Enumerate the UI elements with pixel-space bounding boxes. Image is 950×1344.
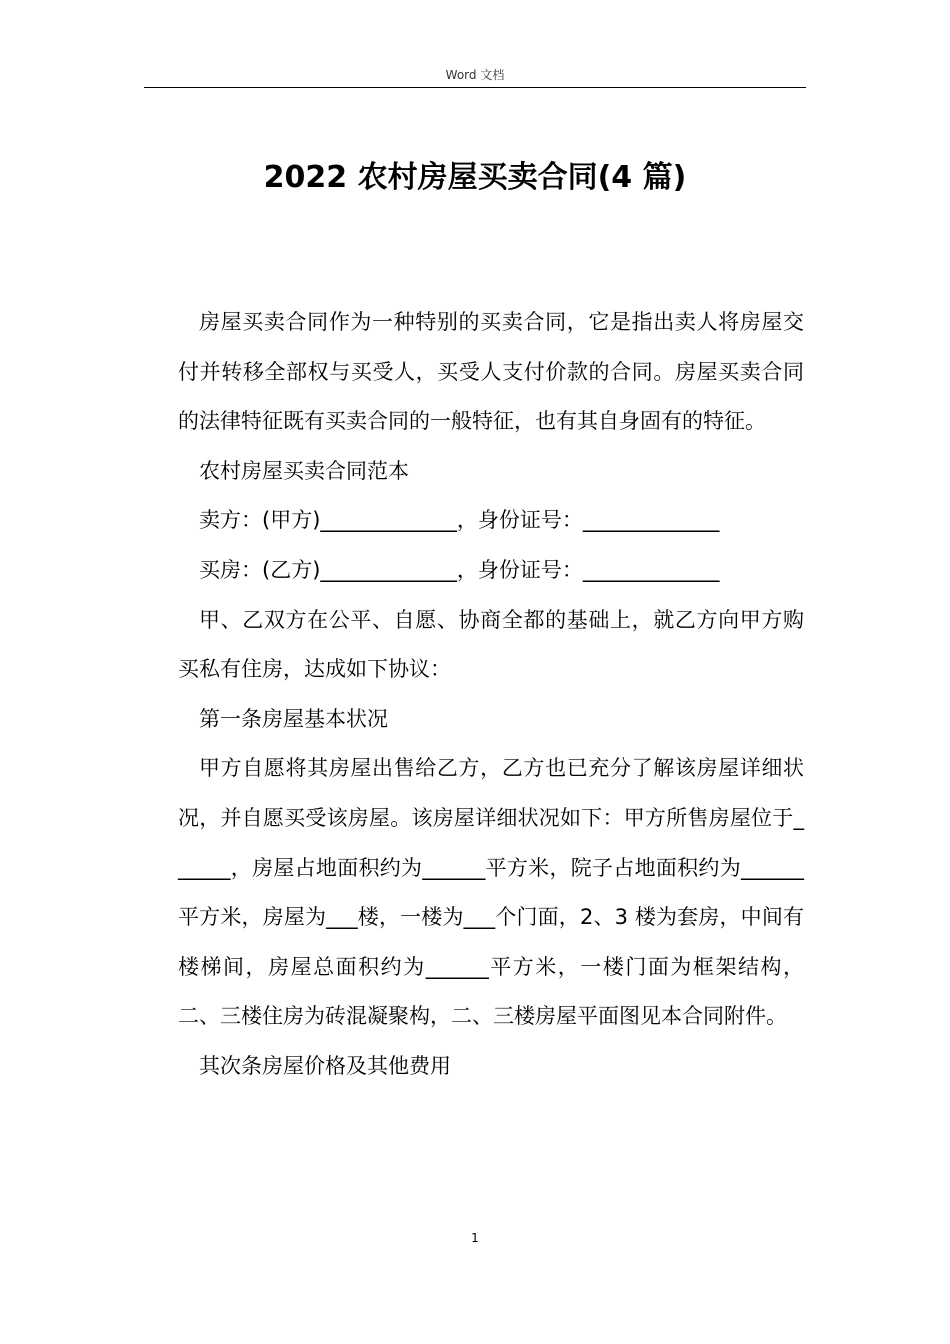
header-rule [144, 87, 806, 88]
document-body [178, 298, 804, 1092]
paragraph-article-2-heading: 其次条房屋价格及其他费用 [199, 1053, 451, 1078]
document-title: 2022 农村房屋买卖合同(4 篇) [263, 160, 687, 195]
paragraph-article-1-body: 甲方自愿将其房屋出售给乙方，乙方也已充分了解该房屋详细状况，并自愿买受该房屋。该房屋详细状况如下：甲方所售房屋位于______，房屋占地面积约为______平方米，院子占地面积约为______平方米，房屋为___楼，一楼为___个门面，2、3 楼为套房，中间有楼梯间，房屋总面积约为______平方米，一楼门面为框架结构，二、三楼住房为砖混凝聚构，二、三楼房屋平面图见本合同附件。 [178, 756, 804, 1029]
page-number: 1 [471, 1231, 479, 1245]
paragraph-article-1-heading: 第一条房屋基本状况 [199, 706, 388, 731]
page-header: Word 文档 [445, 68, 505, 82]
paragraph-intro: 房屋买卖合同作为一种特别的买卖合同，它是指出卖人将房屋交付并转移全部权与买受人，买受人支付价款的合同。房屋买卖合同的法律特征既有买卖合同的一般特征，也有其自身固有的特征。 [178, 310, 804, 434]
paragraph-template-heading: 农村房屋买卖合同范本 [199, 458, 409, 483]
paragraph-buyer-line: 买房：(乙方)_____________，身份证号：_____________ [199, 557, 720, 582]
paragraph-agreement: 甲、乙双方在公平、自愿、协商全都的基础上，就乙方向甲方购买私有住房，达成如下协议： [178, 607, 804, 682]
paragraph-seller-line: 卖方：(甲方)_____________，身份证号：_____________ [199, 508, 720, 533]
